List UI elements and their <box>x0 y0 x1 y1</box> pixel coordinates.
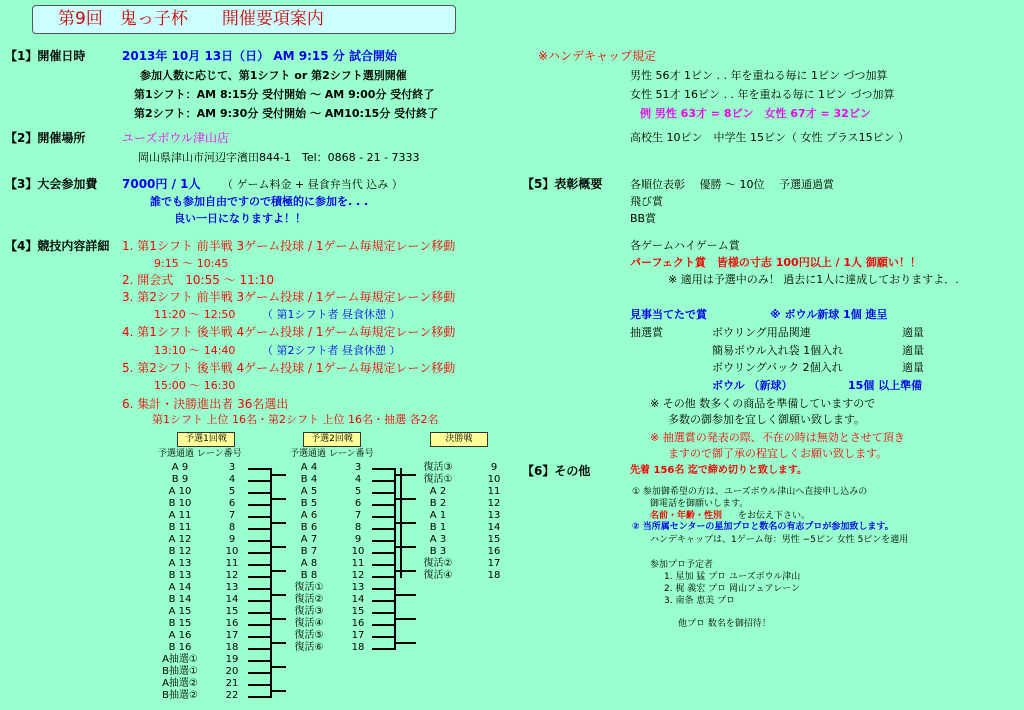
round1-header: 予選通過 レーン番号 <box>158 449 242 459</box>
final-player: 復活② <box>423 558 453 569</box>
award-1: 各順位表彰 優勝 〜 10位 予選通過賞 <box>630 178 834 191</box>
page-title: 第9回 鬼っ子杯 開催要項案内 <box>58 9 324 29</box>
venue-name: ユーズボウル津山店 <box>122 131 230 145</box>
other-note-1b: 御電話を御願いします。 <box>650 499 749 509</box>
round2-lanes <box>348 462 368 654</box>
final-player: A 3 <box>429 534 447 545</box>
round1-player: A 15 <box>168 606 192 617</box>
final-lane: 11 <box>487 486 501 497</box>
prize-note-4: ますので御了承の程宜しくお願い致します。 <box>668 447 888 460</box>
round1-lane: 9 <box>228 534 236 545</box>
round2-label: 予選2回戦 <box>303 432 361 447</box>
round1-lane: 20 <box>225 666 239 677</box>
round2-lane: 16 <box>351 618 365 629</box>
round2-lane: 13 <box>351 582 365 593</box>
round1-player: B 10 <box>168 498 192 509</box>
round1-bracket-stub <box>248 528 270 530</box>
award-4: 各ゲームハイゲーム賞 <box>630 239 740 252</box>
round1-bracket-stub <box>248 492 270 494</box>
round1-lane: 22 <box>225 690 239 701</box>
round2-bracket-stub <box>372 552 394 554</box>
round1-bracket-out <box>270 546 286 548</box>
round2-lane: 12 <box>351 570 365 581</box>
final-player: B 3 <box>429 546 447 557</box>
round1-bracket-stub <box>248 600 270 602</box>
round2-lane: 10 <box>351 546 365 557</box>
round1-bracket-out <box>270 594 286 596</box>
round2-bracket-stub <box>372 492 394 494</box>
other-note-2: ② 当所属センターの星加プロと数名の有志プロが参加致します。 <box>632 522 894 532</box>
handicap-heading: ※ハンデキャップ規定 <box>538 49 657 63</box>
event-date: 2013年 10月 13日（日） AM 9:15 分 試合開始 <box>122 49 397 63</box>
round1-bracket-out <box>270 498 286 500</box>
round1-player: A 14 <box>168 582 192 593</box>
round2-header: 予選通過 レーン番号 <box>290 449 374 459</box>
round1-bracket-stub <box>248 480 270 482</box>
final-bracket-out <box>400 474 410 476</box>
round1-bracket-out <box>270 642 286 644</box>
round1-label: 予選1回戦 <box>177 432 235 447</box>
round2-bracket-stub <box>372 648 394 650</box>
round1-lane: 4 <box>228 474 236 485</box>
round2-bracket-stub <box>372 600 394 602</box>
round1-lane: 19 <box>225 654 239 665</box>
round2-lane: 17 <box>351 630 365 641</box>
schedule-item-2: 2. 開会式 10:55 〜 11:10 <box>122 273 275 287</box>
round1-bracket-out <box>270 690 286 692</box>
entry-fee: 7000円 / 1人 <box>122 177 201 191</box>
round2-lane: 4 <box>354 474 362 485</box>
round2-bracket-stub <box>372 576 394 578</box>
final-lane: 10 <box>487 474 501 485</box>
final-names <box>418 462 458 582</box>
round2-player: 復活⑤ <box>294 630 324 641</box>
handicap-female: 女性 51才 16ピン . . 年を重ねる毎に 1ピン づつ加算 <box>630 88 895 101</box>
round2-lane: 7 <box>354 510 362 521</box>
lucky-award-prize: ※ ボウル新球 1個 進呈 <box>770 308 888 321</box>
final-player: 復活③ <box>423 462 453 473</box>
round2-names <box>290 462 328 654</box>
prize-4-qty: 15個 以上準備 <box>848 379 923 392</box>
round1-lane: 10 <box>225 546 239 557</box>
round1-bracket-stub <box>248 468 270 470</box>
final-bracket-out <box>400 498 410 500</box>
round2-bracket-stub <box>372 504 394 506</box>
round1-lane: 8 <box>228 522 236 533</box>
round2-lane: 18 <box>351 642 365 653</box>
final-label: 決勝戦 <box>430 432 488 447</box>
round2-player: 復活① <box>294 582 324 593</box>
prize-note-3: ※ 抽選賞の発表の際、不在の時は無効とさせて頂き <box>650 431 905 444</box>
round1-lane: 6 <box>228 498 236 509</box>
award-2: 飛び賞 <box>630 195 663 208</box>
final-lane: 9 <box>490 462 498 473</box>
round1-lane: 18 <box>225 642 239 653</box>
schedule-item-1: 1. 第1シフト 前半戦 3ゲーム投球 / 1ゲーム毎規定レーン移動 <box>122 239 456 253</box>
handicap-male: 男性 56才 1ピン . . 年を重ねる毎に 1ピン づつ加算 <box>630 69 888 82</box>
prize-2-qty: 適量 <box>902 344 924 357</box>
pro-2: 2. 梶 義宏 プロ 岡山フェアレーン <box>664 584 801 594</box>
good-day-note: 良い一日になりますよ！！ <box>174 212 306 225</box>
round1-player: A 16 <box>168 630 192 641</box>
section-3-heading: 【3】大会参加費 <box>5 177 98 191</box>
round1-lane: 12 <box>225 570 239 581</box>
round1-player: B 9 <box>171 474 189 485</box>
round1-player: A抽選① <box>162 654 198 665</box>
round2-bracket-stub <box>372 540 394 542</box>
shift-note: 参加人数に応じて、第1シフト or 第2シフト選別開催 <box>140 69 407 82</box>
schedule-time-1: 9:15 〜 10:45 <box>154 257 229 270</box>
other-note-1: ① 参加御希望の方は、ユーズボウル津山へ直接申し込みの <box>632 487 868 497</box>
section-5-heading: 【5】表彰概要 <box>522 177 603 191</box>
round1-lanes <box>222 462 242 702</box>
round1-lane: 15 <box>225 606 239 617</box>
round2-player: A 5 <box>300 486 318 497</box>
round2-player: B 6 <box>300 522 318 533</box>
prize-3: ボウリングバック 2個入れ <box>712 361 843 374</box>
prize-note-1: ※ その他 数多くの商品を準備していますので <box>650 397 876 410</box>
round2-lane: 11 <box>351 558 365 569</box>
lucky-award: 見事当てたで賞 <box>630 308 707 321</box>
round2-bracket-out <box>394 618 416 620</box>
final-bracket-out <box>400 570 410 572</box>
final-player: 復活④ <box>423 570 453 581</box>
round2-lane: 5 <box>354 486 362 497</box>
round1-player: B 15 <box>168 618 192 629</box>
schedule-item-6: 6. 集計・決勝進出者 36名選出 <box>122 397 289 411</box>
other-note-1c: 名前・年齢・性別 <box>650 511 723 521</box>
section-1-heading: 【1】開催日時 <box>5 49 86 63</box>
other-note-3: ハンデキャップは、1ゲーム毎：男性 −5ピン 女性 5ピンを適用 <box>650 535 909 545</box>
other-pros: 他プロ 数名を御招待！ <box>678 619 771 629</box>
round1-bracket-stub <box>248 516 270 518</box>
round2-lane: 6 <box>354 498 362 509</box>
round2-player: B 8 <box>300 570 318 581</box>
round1-bracket-out <box>270 666 286 668</box>
round1-player: B 14 <box>168 594 192 605</box>
final-lane: 18 <box>487 570 501 581</box>
round1-lane: 7 <box>228 510 236 521</box>
round2-player: 復活② <box>294 594 324 605</box>
round2-lane: 9 <box>354 534 362 545</box>
round1-bracket-stub <box>248 684 270 686</box>
round1-player: B抽選① <box>162 666 198 677</box>
prize-2: 簡易ボウル入れ袋 1個入れ <box>712 344 844 357</box>
round1-lane: 11 <box>225 558 239 569</box>
final-lane: 17 <box>487 558 501 569</box>
round2-bracket-stub <box>372 588 394 590</box>
perfect-award: パーフェクト賞 皆様の寸志 100円以上 / 1人 御願い！！ <box>630 256 921 269</box>
first-come-note: 先着 156名 迄で締め切りと致します。 <box>630 465 808 476</box>
final-lane: 15 <box>487 534 501 545</box>
round1-player: A 13 <box>168 558 192 569</box>
round1-lane: 16 <box>225 618 239 629</box>
round2-player: A 4 <box>300 462 318 473</box>
final-lane: 14 <box>487 522 501 533</box>
round1-bracket-stub <box>248 504 270 506</box>
round1-player: A抽選② <box>162 678 198 689</box>
round1-bracket-out <box>270 618 286 620</box>
round2-bracket-stub <box>372 528 394 530</box>
round1-player: B抽選② <box>162 690 198 701</box>
round1-bracket-stub <box>248 660 270 662</box>
venue-address: 岡山県津山市河辺字濱田844-1 Tel：0868 - 21 - 7333 <box>138 151 420 164</box>
round1-bracket-stub <box>248 648 270 650</box>
final-player: A 2 <box>429 486 447 497</box>
round2-bracket-stub <box>372 516 394 518</box>
round1-lane: 3 <box>228 462 236 473</box>
round1-names <box>160 462 200 702</box>
final-lanes <box>484 462 504 582</box>
participation-note: 誰でも参加自由ですので積極的に参加を. . . <box>150 195 369 208</box>
round1-player: B 13 <box>168 570 192 581</box>
round2-bracket-stub <box>372 468 394 470</box>
round1-bracket-stub <box>248 612 270 614</box>
round1-player: A 12 <box>168 534 192 545</box>
prize-4: ボウル （新球） <box>712 379 793 392</box>
schedule-time-4: 13:10 〜 14:40 <box>154 344 236 357</box>
round2-player: 復活③ <box>294 606 324 617</box>
round2-bracket-vertical <box>394 468 396 650</box>
round2-player: 復活④ <box>294 618 324 629</box>
round1-bracket-stub <box>248 624 270 626</box>
schedule-note-3: （ 第1シフト者 昼食休憩 ） <box>262 308 401 321</box>
schedule-time-5: 15:00 〜 16:30 <box>154 379 236 392</box>
award-3: BB賞 <box>630 212 657 225</box>
schedule-note-4: （ 第2シフト者 昼食休憩 ） <box>262 344 401 357</box>
final-player: B 1 <box>429 522 447 533</box>
round1-bracket-vertical <box>270 468 272 698</box>
round1-bracket-stub <box>248 672 270 674</box>
round2-player: A 6 <box>300 510 318 521</box>
round2-lane: 8 <box>354 522 362 533</box>
round1-bracket-stub <box>248 636 270 638</box>
prize-1-qty: 適量 <box>902 326 924 339</box>
other-note-1d: をお伝え下さい。 <box>738 511 811 521</box>
round2-player: A 7 <box>300 534 318 545</box>
round1-bracket-stub <box>248 564 270 566</box>
final-lane: 12 <box>487 498 501 509</box>
round1-player: A 11 <box>168 510 192 521</box>
schedule-item-3: 3. 第2シフト 前半戦 3ゲーム投球 / 1ゲーム毎規定レーン移動 <box>122 290 456 304</box>
round1-lane: 5 <box>228 486 236 497</box>
schedule-item-6-detail: 第1シフト 上位 16名・第2シフト 上位 16名・抽選 各2名 <box>152 413 439 426</box>
round2-player: A 8 <box>300 558 318 569</box>
round2-bracket-stub <box>372 480 394 482</box>
perfect-award-note: ※ 適用は予選中のみ！ 過去に1人に達成しておりますよ．. <box>668 273 959 286</box>
round2-bracket-stub <box>372 624 394 626</box>
final-player: B 2 <box>429 498 447 509</box>
round1-bracket-stub <box>248 696 270 698</box>
pro-3: 3. 南条 恵美 プロ <box>664 596 736 606</box>
round1-lane: 21 <box>225 678 239 689</box>
round2-bracket-stub <box>372 612 394 614</box>
round1-bracket-out <box>270 474 286 476</box>
prize-note-2: 多数の御参加を宜しく御願い致します。 <box>668 413 866 426</box>
round2-player: B 5 <box>300 498 318 509</box>
round1-bracket-stub <box>248 588 270 590</box>
round1-bracket-out <box>270 522 286 524</box>
handicap-students: 高校生 10ピン 中学生 15ピン（ 女性 プラス15ピン ） <box>630 131 910 144</box>
round1-player: A 9 <box>171 462 189 473</box>
round2-player: B 7 <box>300 546 318 557</box>
prize-1: ボウリング用品関連 <box>712 326 811 339</box>
pros-heading: 参加プロ予定者 <box>650 560 714 570</box>
final-player: A 1 <box>429 510 447 521</box>
round1-player: B 16 <box>168 642 192 653</box>
round2-player: B 4 <box>300 474 318 485</box>
round1-lane: 14 <box>225 594 239 605</box>
round2-bracket-out <box>394 594 416 596</box>
round1-player: A 10 <box>168 486 192 497</box>
round1-player: B 11 <box>168 522 192 533</box>
round2-bracket-stub <box>372 636 394 638</box>
pro-1: 1. 星加 猛 プロ ユーズボウル津山 <box>664 572 801 582</box>
handicap-example: 例 男性 63才 = 8ピン 女性 67才 = 32ピン <box>640 107 871 120</box>
section-6-heading: 【6】その他 <box>522 464 591 478</box>
round1-bracket-stub <box>248 540 270 542</box>
round1-player: B 12 <box>168 546 192 557</box>
prize-3-qty: 適量 <box>902 361 924 374</box>
section-4-heading: 【4】競技内容詳細 <box>5 239 110 253</box>
final-lane: 13 <box>487 510 501 521</box>
round2-bracket-out <box>394 642 416 644</box>
round2-player: 復活⑥ <box>294 642 324 653</box>
round1-lane: 17 <box>225 630 239 641</box>
round1-bracket-out <box>270 570 286 572</box>
section-2-heading: 【2】開催場所 <box>5 131 86 145</box>
final-lane: 16 <box>487 546 501 557</box>
final-bracket-out <box>400 546 410 548</box>
round2-lane: 15 <box>351 606 365 617</box>
schedule-item-5: 5. 第2シフト 後半戦 4ゲーム投球 / 1ゲーム毎規定レーン移動 <box>122 361 456 375</box>
final-bracket-out <box>400 522 410 524</box>
lottery-award: 抽選賞 <box>630 326 663 339</box>
entry-fee-note: （ ゲーム料金 + 昼食弁当代 込み ） <box>222 178 403 191</box>
round1-bracket-stub <box>248 576 270 578</box>
schedule-time-3: 11:20 〜 12:50 <box>154 308 236 321</box>
round2-lane: 14 <box>351 594 365 605</box>
round2-lane: 3 <box>354 462 362 473</box>
round1-bracket-stub <box>248 552 270 554</box>
final-player: 復活① <box>423 474 453 485</box>
shift1-reception: 第1シフト：AM 8:15分 受付開始 〜 AM 9:00分 受付終了 <box>134 88 435 101</box>
shift2-reception: 第2シフト：AM 9:30分 受付開始 〜 AM10:15分 受付終了 <box>134 107 439 120</box>
round2-bracket-stub <box>372 564 394 566</box>
schedule-item-4: 4. 第1シフト 後半戦 4ゲーム投球 / 1ゲーム毎規定レーン移動 <box>122 325 456 339</box>
round1-lane: 13 <box>225 582 239 593</box>
